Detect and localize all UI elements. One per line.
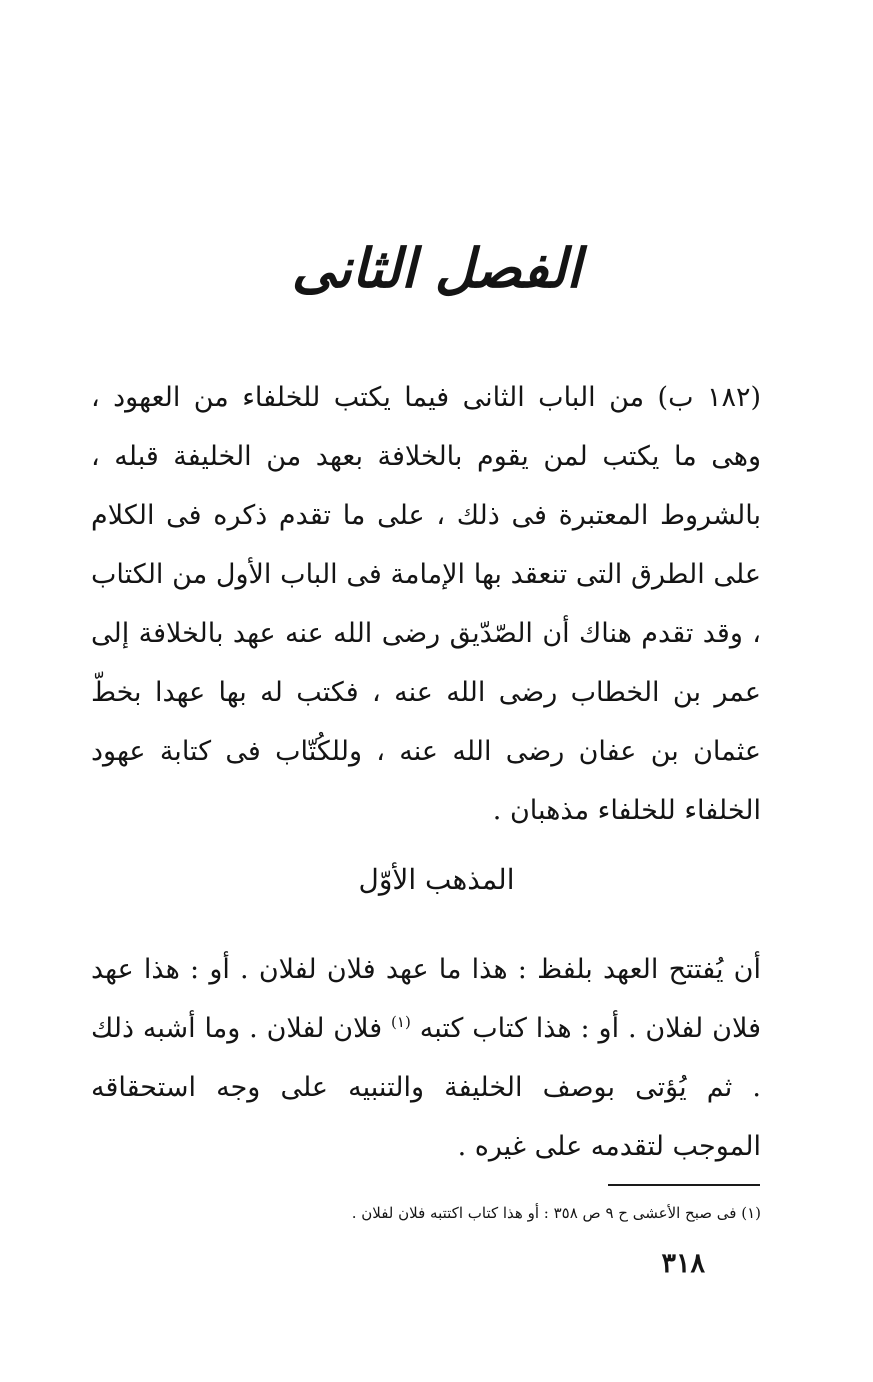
page-number: ٣١٨	[661, 1248, 705, 1279]
section-text-part2: فلان لفلان . وما أشبه ذلك . ثم يُؤتى بوصف الخليفة والتنبيه على وجه استحقاقه الموجب لتقدمه على غيره .	[91, 1013, 761, 1162]
footnote-reference: (١)	[391, 1013, 411, 1031]
body-paragraph-block	[91, 368, 761, 840]
chapter-title: الفصل الثانى	[291, 236, 582, 300]
footnote-divider	[608, 1184, 760, 1186]
section-text-part1: أن يُفتتح العهد بلفظ : هذا ما عهد فلان لفلان . أو : هذا عهد فلان لفلان . أو : هذا كتاب كتبه	[91, 954, 761, 1044]
section-paragraph-block	[91, 940, 761, 1176]
section-heading: المذهب الأوّل	[358, 863, 515, 896]
section-paragraph	[91, 940, 761, 1176]
footnote: (١) فى صبح الأعشى ح ٩ ص ٣٥٨ : أو هذا كتاب اكتتبه فلان لفلان .	[351, 1204, 761, 1222]
body-paragraph: (١٨٢ ب) من الباب الثانى فيما يكتب للخلفاء من العهود ، وهى ما يكتب لمن يقوم بالخلافة بعهد من الخليفة قبله ، بالشروط المعتبرة فى ذلك ، على ما تقدم ذكره فى الكلام على الطرق التى تنعقد بها الإمامة فى الباب الأول من الكتاب ، وقد تقدم هناك أن الصّدّيق رضى الله عنه عهد بالخلافة إلى عمر بن الخطاب رضى الله عنه ، فكتب له بها عهدا بخطّ عثمان بن عفان رضى الله عنه ، وللكُتّاب فى كتابة عهود الخلفاء للخلفاء مذهبان .	[91, 382, 761, 826]
